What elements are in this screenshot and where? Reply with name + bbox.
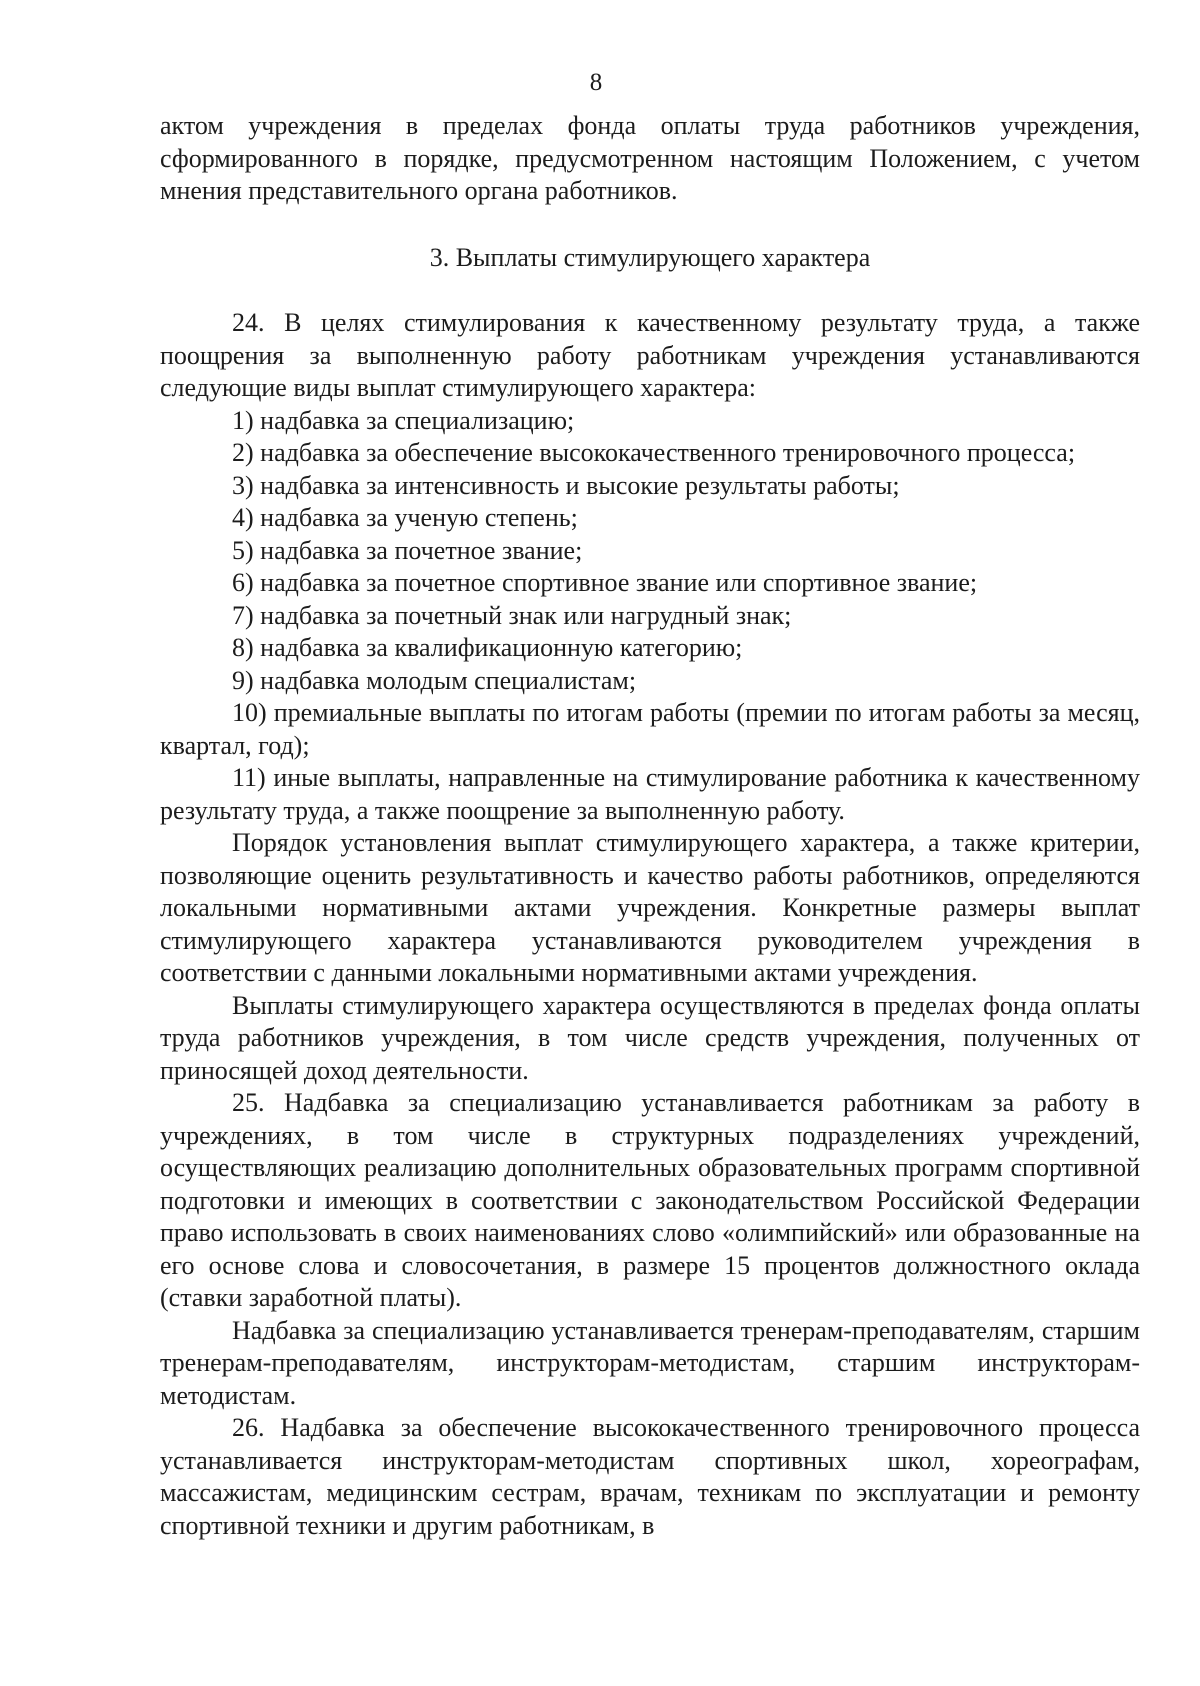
list-item: 8) надбавка за квалификационную категорию; <box>232 633 743 662</box>
list-item: 10) премиальные выплаты по итогам работы (премии по итогам работы за месяц, квартал, год); <box>160 698 1140 760</box>
paragraph-25: 25. Надбавка за специализацию устанавливается работникам за работу в учреждениях, в том числе в структурных подразделениях учреждений, осуществляющих реализацию дополнительных образовательных программ спортивной подготовки и имеющих в соответствии с законодательством Российской Федерации право использовать в своих наименованиях слово «олимпийский» или образованные на его основе слова и словосочетания, в размере 15 процентов должностного оклада (ставки заработной платы). <box>160 1088 1140 1312</box>
list-item: 6) надбавка за почетное спортивное звание или спортивное звание; <box>232 568 978 597</box>
section-heading: 3. Выплаты стимулирующего характера <box>429 242 871 272</box>
paragraph-24-intro: 24. В целях стимулирования к качественному результату труда, а также поощрения за выполненную работу работникам учреждения устанавливаются следующие виды выплат стимулирующего характера: <box>160 308 1140 402</box>
paragraph-25-recipients: Надбавка за специализацию устанавливается тренерам-преподавателям, старшим тренерам-преподавателям, инструкторам-методистам, старшим инструкторам-методистам. <box>160 1315 1140 1410</box>
list-item: 7) надбавка за почетный знак или нагрудный знак; <box>232 600 792 630</box>
list-item: 2) надбавка за обеспечение высококачественного тренировочного процесса; <box>232 438 1076 467</box>
list-item: 3) надбавка за интенсивность и высокие результаты работы; <box>232 470 900 500</box>
page-number: 8 <box>589 69 603 96</box>
document-body <box>160 110 1140 1542</box>
list-item: 9) надбавка молодым специалистам; <box>232 665 637 695</box>
list-item: 11) иные выплаты, направленные на стимулирование работника к качественному результату труда, а также поощрение за выполненную работу. <box>160 763 1140 825</box>
order-paragraph: Порядок установления выплат стимулирующего характера, а также критерии, позволяющие оценить результативность и качество работы работников, определяются локальными нормативными актами учреждения. Конкретные размеры выплат стимулирующего характера устанавливаются руководителем учреждения в соответствии с данными локальными нормативными актами учреждения. <box>160 828 1140 987</box>
intro-paragraph: актом учреждения в пределах фонда оплаты труда работников учреждения, сформированного в порядке, предусмотренном настоящим Положением, с учетом мнения представительного органа работников. <box>160 111 1140 205</box>
payments-paragraph: Выплаты стимулирующего характера осуществляются в пределах фонда оплаты труда работников учреждения, в том числе средств учреждения, полученных от приносящей доход деятельности. <box>160 990 1140 1085</box>
list-item: 5) надбавка за почетное звание; <box>232 535 583 565</box>
list-item: 4) надбавка за ученую степень; <box>232 503 578 532</box>
list-item: 1) надбавка за специализацию; <box>232 405 575 435</box>
paragraph-26: 26. Надбавка за обеспечение высококачественного тренировочного процесса устанавливается инструкторам-методистам спортивных школ, хореографам, массажистам, медицинским сестрам, врачам, техникам по эксплуатации и ремонту спортивной техники и другим работникам, в <box>160 1413 1140 1540</box>
